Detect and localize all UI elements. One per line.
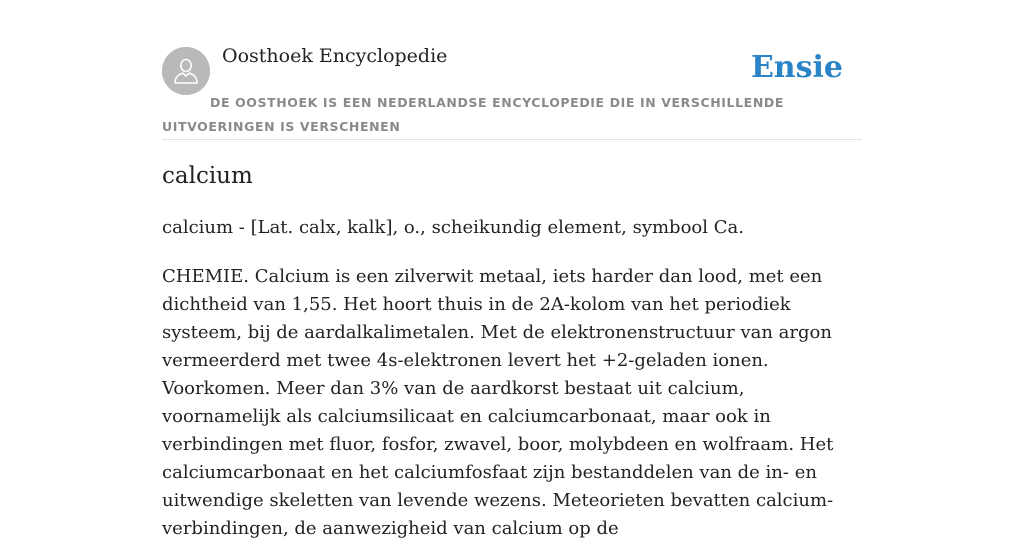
entry-body: CHEMIE. Calcium is een zilverwit metaal, iets harder dan lood, met een dichtheid van 1,55. Het hoort thuis in de 2A-kolom van het periodiek systeem, bij de aardalkalimetalen. Met de elektronenstructuur van argon vermeerderd met twee 4s-elektronen levert het +2-geladen ionen. Voorkomen. Meer dan 3% van de aardkorst bestaat uit calcium, voornamelijk als calciumsilicaat en calciumcarbonaat, maar ook in verbindingen met fluor, fosfor, zwavel, boor, molybdeen en wolfraam. Het calciumcarbonaat en het calciumfosfaat zijn bestanddelen van de in- en uitwendige skeletten van levende wezens. Meteorieten bevatten calcium-verbindingen, de aanwezigheid van calcium op de <box>162 266 834 539</box>
site-header <box>162 0 862 140</box>
entry-title: calcium <box>162 163 253 189</box>
ensie-logo-link[interactable]: Ensie <box>750 50 843 85</box>
entry-lead: calcium - [Lat. calx, kalk], o., scheikundig element, symbool Ca. <box>162 217 744 238</box>
content-column <box>162 0 862 539</box>
person-silhouette-icon <box>162 47 210 95</box>
site-title[interactable]: Oosthoek Encyclopedie <box>222 45 448 67</box>
site-tagline: DE OOSTHOEK IS EEN NEDERLANDSE ENCYCLOPEDIE DIE IN VERSCHILLENDE UITVOERINGEN IS VERSCHENEN <box>162 95 784 134</box>
user-avatar-icon[interactable] <box>162 47 210 95</box>
